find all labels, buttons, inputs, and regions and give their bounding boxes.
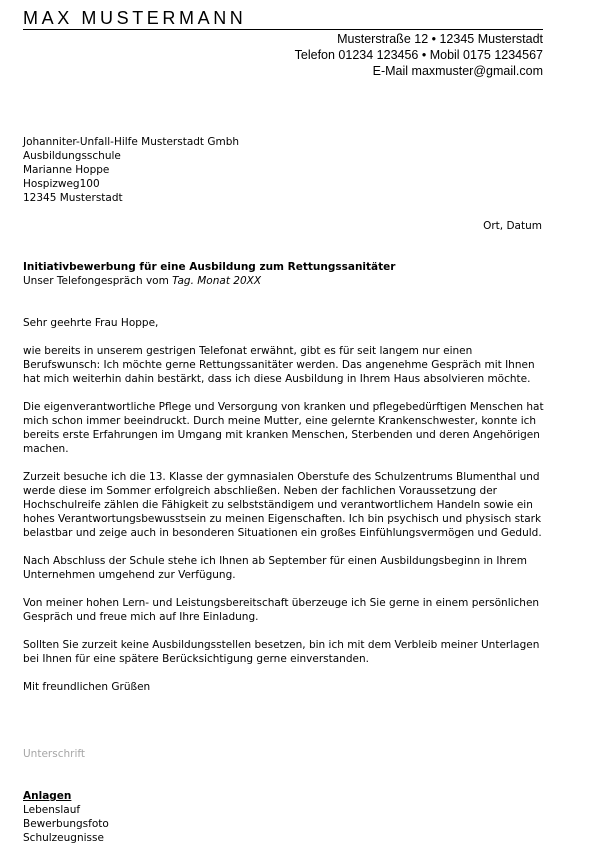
body-paragraph: Nach Abschluss der Schule stehe ich Ihnen ab September für einen Ausbildungsbeginn in Ihrem Unternehmen umgehend zur Verfügung. — [23, 555, 527, 581]
closing: Mit freundlichen Grüßen — [23, 681, 151, 693]
body-paragraph: Die eigenverantwortliche Pflege und Versorgung von kranken und pflegebedürftigen Menschen hat mich schon immer beeindruckt. Durch meine Mutter, eine gelernte Krankenschwester, konnte ich bereits erste Erfahrungen im Umgang mit kranken Menschen, Sterbenden und deren Angehörigen machen. — [23, 401, 544, 455]
attachment-item: Schulzeugnisse — [23, 832, 104, 844]
salutation: Sehr geehrte Frau Hoppe, — [23, 317, 159, 329]
attachments — [23, 789, 109, 845]
subject-block — [23, 260, 395, 288]
body-paragraph: Zurzeit besuche ich die 13. Klasse der gymnasialen Oberstufe des Schulzentrums Blumenthal und werde diese im Sommer erfolgreich abschließen. Neben der fachlichen Voraussetzung der Hochschulreife zählen die Fähigkeit zu selbstständigem und verantwortlichem Handeln sowie ein hohes Verantwortungsbewusstsein zu meinen Eigenschaften. Ich bin psychisch und physisch stark belastbar und zeige auch in besonderen Situationen ein großes Einfühlungsvermögen und Geduld. — [23, 471, 542, 539]
body-paragraph: Sollten Sie zurzeit keine Ausbildungsstellen besetzen, bin ich mit dem Verbleib meiner Unterlagen bei Ihnen für eine spätere Berücksichtigung gerne einverstanden. — [23, 639, 540, 665]
recipient-line: Ausbildungsschule — [23, 150, 121, 162]
subject-title: Initiativbewerbung für eine Ausbildung zum Rettungssanitäter — [23, 261, 396, 273]
place-date: Ort, Datum — [483, 220, 542, 232]
sender-name: MAX MUSTERMANN — [23, 8, 247, 28]
recipient-line: Johanniter-Unfall-Hilfe Musterstadt Gmbh — [23, 136, 240, 148]
attachments-heading: Anlagen — [23, 790, 72, 802]
body-paragraph: Von meiner hohen Lern- und Leistungsbereitschaft überzeuge ich Sie gerne in einem persönlichen Gespräch und freue mich auf Ihre Einladung. — [23, 597, 540, 623]
body-paragraph: wie bereits in unserem gestrigen Telefonat erwähnt, gibt es für seit langem nur einen Berufswunsch: Ich möchte gerne Rettungssanitäter werden. Das angenehme Gespräch mit Ihnen hat mich weiterhin dahin bestärkt, dass ich diese Ausbildung in Ihrem Haus absolvieren möchte. — [23, 345, 535, 385]
attachment-item: Bewerbungsfoto — [23, 818, 109, 830]
letter-body — [23, 316, 547, 708]
sender-phone: Telefon 01234 123456 • Mobil 0175 1234567 — [294, 48, 543, 62]
recipient-line: Hospizweg100 — [23, 178, 100, 190]
attachment-item: Lebenslauf — [23, 804, 81, 816]
sender-address: Musterstraße 12 • 12345 Musterstadt — [337, 32, 543, 46]
sender-contact — [295, 31, 543, 79]
recipient-line: 12345 Musterstadt — [23, 192, 123, 204]
reference-date: Tag. Monat 20XX — [172, 275, 262, 287]
sender-email: E-Mail maxmuster@gmail.com — [372, 64, 543, 78]
header-divider — [23, 29, 543, 30]
recipient-address — [23, 135, 239, 205]
signature-placeholder: Unterschrift — [23, 748, 85, 760]
recipient-line: Marianne Hoppe — [23, 164, 110, 176]
reference-prefix: Unser Telefongespräch vom — [23, 275, 173, 287]
subject-reference — [23, 274, 395, 288]
